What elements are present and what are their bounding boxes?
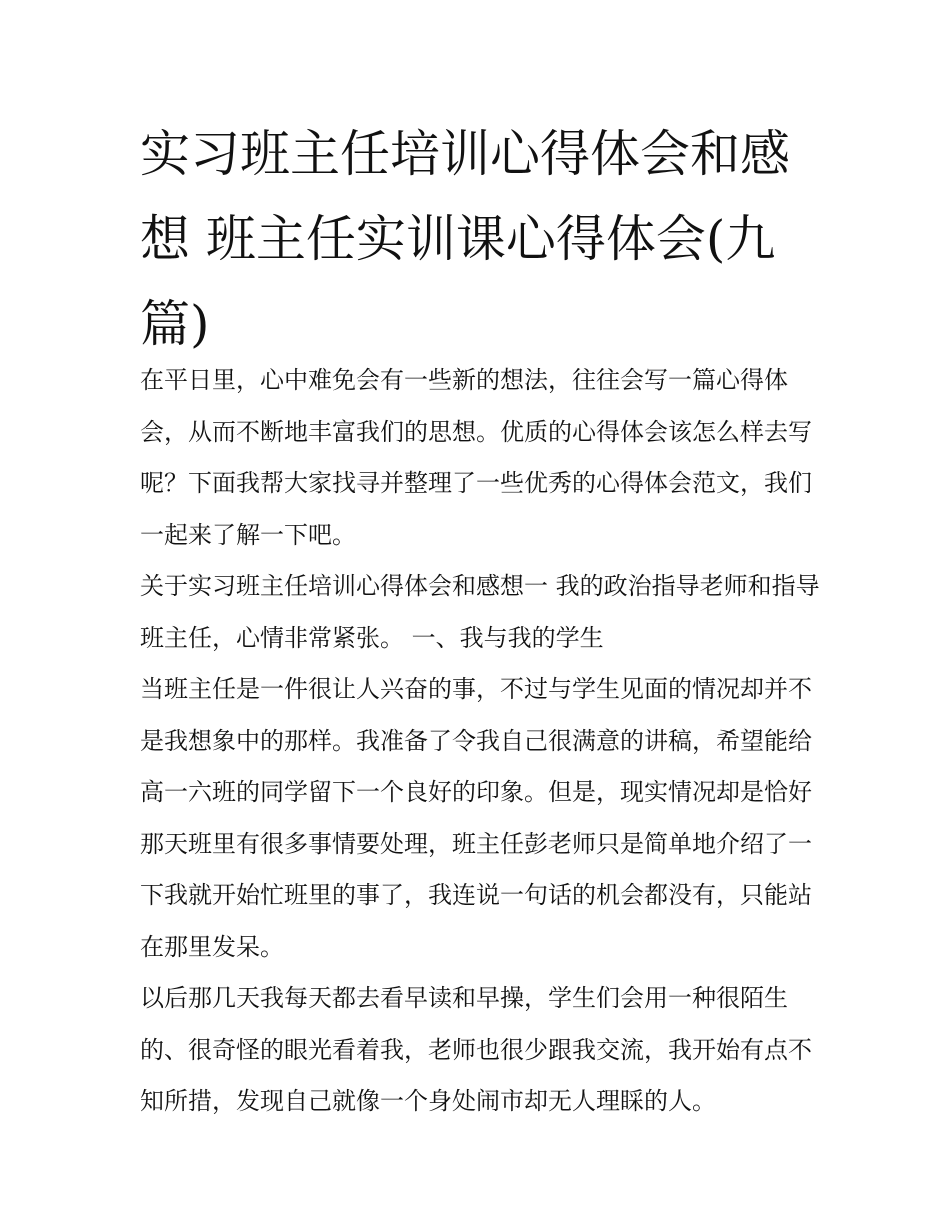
paragraph-intro: 在平日里，心中难免会有一些新的想法，往往会写一篇心得体会，从而不断地丰富我们的思想。优质的心得体会该怎么样去写呢？下面我帮大家找寻并整理了一些优秀的心得体会范文，我们一起来了解一下吧。 — [140, 366, 812, 549]
document-title: 实习班主任培训心得体会和感想 班主任实训课心得体会(九篇) — [140, 125, 790, 353]
paragraph-section-heading: 关于实习班主任培训心得体会和感想一 我的政治指导老师和指导班主任，心情非常紧张。 一、我与我的学生 — [140, 572, 820, 652]
paragraph-following-days: 以后那几天我每天都去看早读和早操，学生们会用一种很陌生的、很奇怪的眼光看着我，老师也很少跟我交流，我开始有点不知所措，发现自己就像一个身处闹市却无人理睬的人。 — [140, 984, 812, 1115]
paragraph-first-meeting: 当班主任是一件很让人兴奋的事，不过与学生见面的情况却并不是我想象中的那样。我准备了令我自己很满意的讲稿，希望能给高一六班的同学留下一个良好的印象。但是，现实情况却是恰好那天班里有很多事情要处理，班主任彭老师只是简单地介绍了一下我就开始忙班里的事了，我连说一句话的机会都没有，只能站在那里发呆。 — [140, 675, 812, 961]
document-body — [140, 355, 820, 1128]
